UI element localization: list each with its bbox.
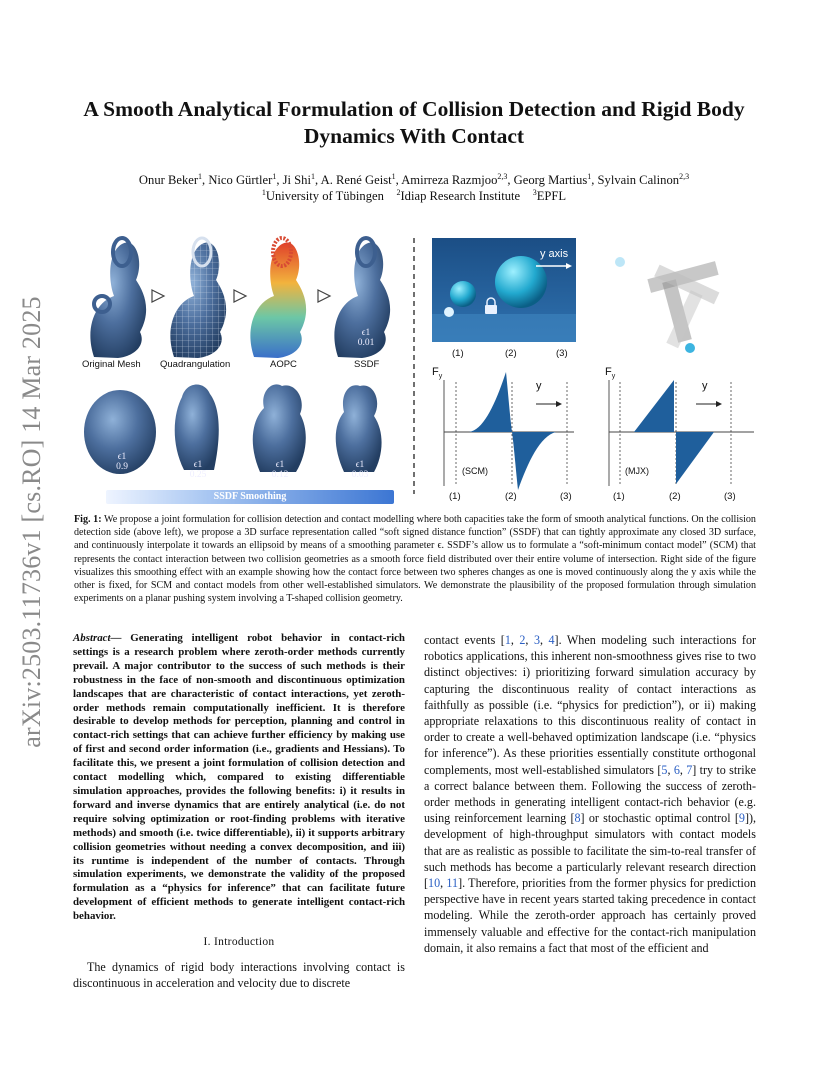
mjx-model-label: (MJX) <box>625 466 649 476</box>
citation-link[interactable]: 5 <box>661 762 668 777</box>
citation-link[interactable]: 6 <box>673 762 680 777</box>
scene-position-1: (1) <box>452 348 464 359</box>
author-affiliation-mark: 1 <box>587 171 592 181</box>
arxiv-id: arXiv:2503.11736v1 [cs.RO] 14 Mar 2025 <box>17 296 46 748</box>
section-heading: I. Introduction <box>203 936 275 949</box>
author-name: A. René Geist <box>320 173 392 187</box>
intro-paragraph-left: The dynamics of rigid body interactions involving contact is discontinuous in acceleration and velocity due to discrete <box>73 959 405 990</box>
epsilon-003: ϵ1 0.03 <box>351 460 369 480</box>
scm-fy-label: $F_y$ <box>432 366 443 381</box>
label-quadrangulation: Quadrangulation <box>160 359 231 370</box>
epsilon-025: ϵ1 0.25 <box>189 460 207 480</box>
affiliation-list <box>62 188 766 204</box>
label-aopc: AOPC <box>270 359 297 370</box>
ssdf-smoothing-label: SSDF Smoothing <box>213 491 287 502</box>
scm-tick-2: (2) <box>505 491 517 502</box>
quadrangulation-figure <box>170 238 226 358</box>
scene-position-2: (2) <box>505 348 517 359</box>
mjx-y-arrow-label: y <box>702 380 708 392</box>
citation-link[interactable]: 8 <box>574 811 581 826</box>
label-ssdf: SSDF <box>354 359 380 370</box>
arrow-icon <box>152 290 164 302</box>
mjx-fy-label: $F_y$ <box>605 366 616 381</box>
author-name: Georg Martius <box>513 173 588 187</box>
paper-title: A Smooth Analytical Formulation of Collision Detection and Rigid Body Dynamics With Contact <box>83 97 745 148</box>
author-list: Onur Beker$^1$, Nico Gürtler$^1$, Ji Shi$^1$, A. René Geist$^1$, Amirreza Razmjoo$^{2,3}$, Georg Martius$^1$, Sylvain Calinon$^{2,3}$ <box>138 171 690 187</box>
right-column-intro: contact events [1, 2, 3, 4]. When modeling such interactions for robotics applications, this inherent non-smoothness gives rise to two distinct objectives: i) prioritizing forward simulation accuracy by capturing the discontinuous reality of contact interactions as faithfully as possible (i.e. “physics for prediction”), or ii) making appropriate relaxations to this discontinuous reality of contact in order to create a well-behaved optimization landscape (i.e. “physics for inference”). As these priorities essentially constitute orthogonal complements, most well-established simulators [5, 6, 7] try to strike a correct balance between them. Following the success of zeroth-order methods in generating intelligent contact-rich behavior (e.g. using reinforcement learning [8] or stochastic optimal control [9]), development of high-throughput simulators with contact models that are as realistic as possible to facilitate the sim-to-real transfer of such methods has become a particularly relevant research direction [10, 11]. Therefore, priorities from the former physics for prediction perspective have in recent years started taking precedence in contact modeling. While the zeroth-order approach has certainly proved immensely valuable and effective for the contact-rich manipulation domain, it also remains a fact that most of the efficient and <box>424 633 757 955</box>
t-shape-pushing-scene <box>615 257 719 353</box>
ssdf-smoothing-bar <box>106 490 394 504</box>
scm-y-arrow-label: y <box>536 380 542 392</box>
author-affiliation-mark: 1 <box>310 171 315 181</box>
author-name: Onur Beker <box>138 173 199 187</box>
arxiv-stamp <box>14 282 50 762</box>
scm-model-label: (SCM) <box>462 466 488 476</box>
epsilon-09: ϵ1 0.9 <box>116 452 128 472</box>
mjx-tick-3: (3) <box>724 491 736 502</box>
arrow-icon <box>234 290 246 302</box>
author-block <box>62 172 766 204</box>
affiliation-name: Idiap Research Institute <box>400 189 521 203</box>
scm-tick-1: (1) <box>449 491 461 502</box>
mjx-tick-2: (2) <box>669 491 681 502</box>
aopc-figure <box>250 238 306 358</box>
citation-link[interactable]: 10 <box>428 876 441 891</box>
author-affiliation-mark: 1 <box>272 171 277 181</box>
affiliation-number: 2 <box>396 187 401 197</box>
citation-link[interactable]: 1 <box>504 633 511 647</box>
ssdf-epsilon: ϵ1 0.01 <box>357 328 375 348</box>
affiliation-name: University of Tübingen <box>265 189 384 203</box>
scm-tick-3: (3) <box>560 491 572 502</box>
epsilon-012: ϵ1 0.12 <box>271 460 289 480</box>
figure-1 <box>74 232 756 508</box>
figure-caption <box>74 513 756 605</box>
affiliation-name: EPFL <box>536 189 567 203</box>
citation-link[interactable]: 7 <box>686 762 693 777</box>
abstract: Abstract— Generating intelligent robot behavior in contact-rich settings is a research problem where zeroth-order methods currently prevail. A major contributor to the success of such methods is their robustness in the face of non-smooth and discontinuous optimization landscapes that are characteristic of contact interactions, yet zeroth-order methods remain computationally inefficient. It is therefore desirable to develop methods for perception, planning and control in contact-rich settings that can achieve further efficiency by making use of first and second order information (i.e., gradients and Hessians). To facilitate this, we present a joint formulation of collision detection and contact modelling which, compared to existing differentiable simulation approaches, provides the following benefits: i) it results in forward and inverse dynamics that are entirely analytical (i.e. do not require solving optimization or root-finding problems with iterative methods) and smooth (i.e. twice differentiable), ii) it supports arbitrary collision geometries without needing a convex decomposition, and iii) its runtime is independent of the number of contacts. Through simulation experiments, we demonstrate the validity of the proposed formulation as a “physics for inference” that can facilitate future development of efficient methods to generate intelligent contact-rich behavior. <box>73 632 405 923</box>
figure-graphics <box>74 232 756 508</box>
author-affiliation-mark: 2,3 <box>497 171 508 181</box>
arrow-icon <box>318 290 330 302</box>
caption-text: We propose a joint formulation for collision detection and contact modelling where both capacities take the form of smooth analytical functions. On the collision detection side (above left), we propose a 3D surface representation called “soft signed distance function” (SSDF) that can tightly approximate any closed 3D surface, and continuously interpolate it towards an ellipsoid by means of a smoothing parameter ϵ. SSDF’s allow us to formulate a “soft-minimum contact model” (SCM) that represents the contact interaction between two collision geometries as a smooth force field distributed over their entire volume of intersection. Right side of the figure visualizes this smoothing effect with an example showing how the contact force between two spheres changes as one is moved continuously along the y axis while the other is fixed, for SCM and contact models from other well-established simulators. We demonstrate the plausibility of the proposed formulation through simulation experiments on a planar pushing system involving a T-shaped collision geometry. <box>74 514 756 605</box>
left-column <box>73 632 405 991</box>
author-name: Sylvain Calinon <box>597 173 680 187</box>
original-mesh-figure <box>90 238 146 358</box>
author-affiliation-mark: 1 <box>198 171 203 181</box>
scene-position-3: (3) <box>556 348 568 359</box>
citation-link[interactable]: 4 <box>548 633 555 647</box>
label-original-mesh: Original Mesh <box>82 359 141 370</box>
y-axis-label: y axis <box>540 248 569 260</box>
mjx-tick-1: (1) <box>613 491 625 502</box>
affiliation-number: 1 <box>261 187 266 197</box>
author-name: Amirreza Razmjoo <box>401 173 498 187</box>
citation-link[interactable]: 11 <box>446 876 459 891</box>
author-affiliation-mark: 1 <box>391 171 396 181</box>
affiliation-number: 3 <box>532 187 537 197</box>
caption-label: Fig. 1: <box>74 514 102 525</box>
citation-link[interactable]: 9 <box>738 811 745 826</box>
author-name: Ji Shi <box>282 173 311 187</box>
citation-link[interactable]: 2 <box>519 633 526 647</box>
abstract-label: Abstract <box>73 632 111 644</box>
author-affiliation-mark: 2,3 <box>679 171 690 181</box>
abstract-text: Generating intelligent robot behavior in contact-rich settings is a research problem where zeroth-order methods currently prevail. A major contributor to the success of such methods is their robustness in the face of non-smooth and discontinuous optimization landscapes that are characteristic of contact interactions, yet zeroth-order methods remain computationally inefficient. It is therefore desirable to develop methods for perception, planning and control in contact-rich settings that can achieve further efficiency by making use of first and second order information (i.e., gradients and Hessians). To facilitate this, we present a joint formulation of collision detection and contact modelling which, compared to existing differentiable simulation approaches, provides the following benefits: i) it results in forward and inverse dynamics that are entirely analytical (i.e. do not require solving optimization or root-finding problems with iterative methods) and smooth (i.e. twice differentiable), ii) it supports arbitrary collision geometries without needing a convex decomposition, and iii) its runtime is independent of the number of contacts. Through simulation experiments, we demonstrate the validity of the proposed formulation as a “physics for inference” that can facilitate future development of efficient methods to generate intelligent contact-rich behavior. <box>73 632 405 923</box>
author-name: Nico Gürtler <box>208 173 273 187</box>
citation-link[interactable]: 3 <box>533 633 540 647</box>
